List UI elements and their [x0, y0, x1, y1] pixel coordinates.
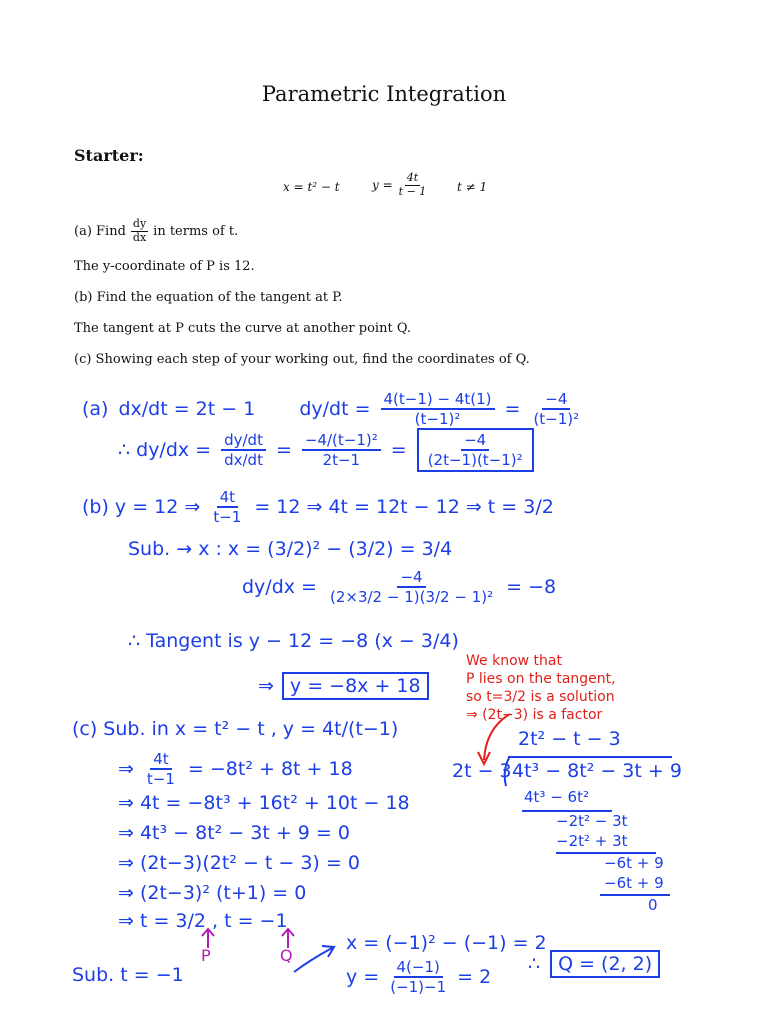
equation-y: [372, 172, 428, 198]
solution-a-dydt-lhs: dy/dt =: [299, 398, 371, 420]
question-c: (c) Showing each step of your working out, find the coordinates of Q.: [74, 352, 530, 367]
solution-b-tangent: ∴ Tangent is y − 12 = −8 (x − 3/4): [128, 630, 459, 652]
solution-a-boxed-answer: [417, 428, 534, 472]
solution-c-y: [346, 958, 491, 996]
solution-b-dydx-denominator: (2×3/2 − 1)(3/2 − 1)²: [329, 588, 494, 606]
division-step5: −6t + 9: [604, 874, 664, 892]
solution-a-line1: [82, 390, 582, 428]
solution-c-line2: [118, 750, 353, 788]
solution-a-dydt-fraction2: [530, 390, 582, 428]
equation-y-fraction: [397, 172, 429, 198]
solution-a-line2: [118, 428, 534, 472]
solution-b-line1-rest: = 12 ⇒ 4t = 12t − 12 ⇒ t = 3/2: [254, 496, 554, 518]
question-a-denominator: dx: [132, 230, 147, 244]
equation-x: x = t² − t: [283, 180, 340, 194]
solution-b-result-arrow: ⇒: [258, 675, 274, 697]
solution-b-result: [258, 672, 429, 700]
solution-b-line1-denominator: t−1: [213, 508, 242, 526]
label-p: P: [201, 946, 211, 965]
note-line2: P lies on the tangent,: [466, 671, 616, 687]
division-remainder: 0: [648, 896, 658, 914]
question-a: [74, 218, 238, 244]
question-a-prefix: (a) Find: [74, 223, 126, 239]
solution-a-line2-fraction: [221, 431, 266, 469]
solution-a-dydt-equals: =: [504, 398, 521, 420]
solution-a-line2-therefore: ∴ dy/dx =: [118, 439, 212, 461]
solution-b-dydx-numerator: −4: [397, 568, 425, 588]
solution-a-dydt-numerator2: −4: [542, 390, 570, 410]
solution-a-dydt-denominator: (t−1)²: [414, 410, 461, 428]
solution-b-line1: [82, 488, 554, 526]
solution-c-line3: ⇒ 4t = −8t³ + 16t² + 10t − 18: [118, 792, 410, 814]
note-line3: so t=3/2 is a solution: [466, 689, 615, 705]
solution-c-y-fraction: [387, 958, 449, 996]
solution-b-sub: Sub. → x : x = (3/2)² − (3/2) = 3/4: [128, 538, 453, 560]
solution-a-line2-numerator: dy/dt: [221, 431, 266, 451]
equation-y-numerator: 4t: [406, 171, 419, 184]
solution-b-line1-numerator: 4t: [217, 488, 238, 508]
division-step1: 4t³ − 6t²: [524, 788, 589, 806]
division-bar: [508, 756, 672, 758]
given-p: The y-coordinate of P is 12.: [74, 259, 255, 274]
division-bracket: [500, 754, 512, 788]
division-dividend: 4t³ − 8t² − 3t + 9: [512, 760, 682, 782]
starter-heading: Starter:: [74, 146, 144, 165]
solution-c-line2-rest: = −8t² + 8t + 18: [187, 758, 353, 780]
solution-a-dydt-fraction: [381, 390, 495, 428]
division-quotient: 2t² − t − 3: [518, 728, 621, 750]
solution-c-line5: ⇒ (2t−3)(2t² − t − 3) = 0: [118, 852, 360, 874]
solution-c-line2-fraction: [144, 750, 178, 788]
solution-a-boxed-denominator: (2t−1)(t−1)²: [427, 451, 523, 469]
solution-b-line1-lhs: (b) y = 12 ⇒: [82, 496, 201, 518]
question-a-fraction: [131, 218, 148, 244]
solution-b-dydx-fraction: [327, 568, 496, 606]
division-divisor: 2t − 3: [452, 760, 512, 782]
label-q: Q: [280, 946, 293, 965]
equation-y-lhs: y =: [372, 178, 393, 193]
solution-a-line2-fraction2: [302, 431, 381, 469]
solution-c-sub: Sub. t = −1: [72, 964, 184, 986]
division-line3: [600, 894, 670, 896]
solution-c-y-numerator: 4(−1): [394, 958, 443, 978]
solution-c-y-lhs: y =: [346, 966, 380, 988]
solution-c-y-denominator: (−1)−1: [390, 978, 447, 996]
solution-b-line1-fraction: [210, 488, 244, 526]
solution-a-boxed-numerator: −4: [461, 431, 489, 451]
solution-c-answer: [528, 950, 660, 978]
solution-a-dydt-denominator2: (t−1)²: [533, 410, 580, 428]
note-line4: ⇒ (2t−3) is a factor: [466, 707, 603, 723]
solution-c-x: x = (−1)² − (−1) = 2: [346, 932, 547, 954]
question-a-numerator: dy: [132, 217, 147, 230]
solution-c-line1: (c) Sub. in x = t² − t , y = 4t/(t−1): [72, 718, 399, 740]
division-step3: −2t² + 3t: [556, 832, 628, 850]
division-step2: −2t² − 3t: [556, 812, 628, 830]
equation-y-denominator: t − 1: [398, 184, 427, 198]
solution-c-boxed-answer: Q = (2, 2): [550, 950, 660, 978]
solution-a-line2-equals: =: [275, 439, 292, 461]
solution-b-dydx-lhs: dy/dx =: [242, 576, 317, 598]
solution-c-y-rest: = 2: [457, 966, 492, 988]
solution-c-therefore: ∴: [528, 953, 541, 975]
solution-c-line2-numerator: 4t: [150, 750, 171, 770]
question-b: (b) Find the equation of the tangent at P.: [74, 290, 343, 305]
question-a-suffix: in terms of t.: [153, 223, 239, 239]
given-q: The tangent at P cuts the curve at another point Q.: [74, 321, 411, 336]
page-title: Parametric Integration: [261, 82, 507, 106]
solution-b-boxed-answer: y = −8x + 18: [282, 672, 429, 700]
solution-c-line6: ⇒ (2t−3)² (t+1) = 0: [118, 882, 307, 904]
solution-b-dydx: [242, 568, 556, 606]
solution-a-dydt-numerator: 4(t−1) − 4t(1): [381, 390, 495, 410]
solution-c-line4: ⇒ 4t³ − 8t² − 3t + 9 = 0: [118, 822, 350, 844]
note-line1: We know that: [466, 653, 562, 669]
solution-b-dydx-rest: = −8: [506, 576, 557, 598]
solution-a-line2-denominator2: 2t−1: [322, 451, 361, 469]
solution-a-line2-equals2: =: [390, 439, 407, 461]
equation-condition: t ≠ 1: [457, 180, 488, 194]
solution-c-line2-arrow: ⇒: [118, 758, 134, 780]
solution-c-line7: ⇒ t = 3/2 , t = −1: [118, 910, 288, 932]
solution-a-label: (a): [82, 398, 109, 420]
arrow-diagonal-icon: [290, 940, 340, 976]
solution-a-dxdt: dx/dt = 2t − 1: [118, 398, 256, 420]
solution-a-line2-denominator: dx/dt: [224, 451, 263, 469]
solution-a-line2-numerator2: −4/(t−1)²: [302, 431, 381, 451]
solution-c-line2-denominator: t−1: [146, 770, 175, 788]
division-step4: −6t + 9: [604, 854, 664, 872]
